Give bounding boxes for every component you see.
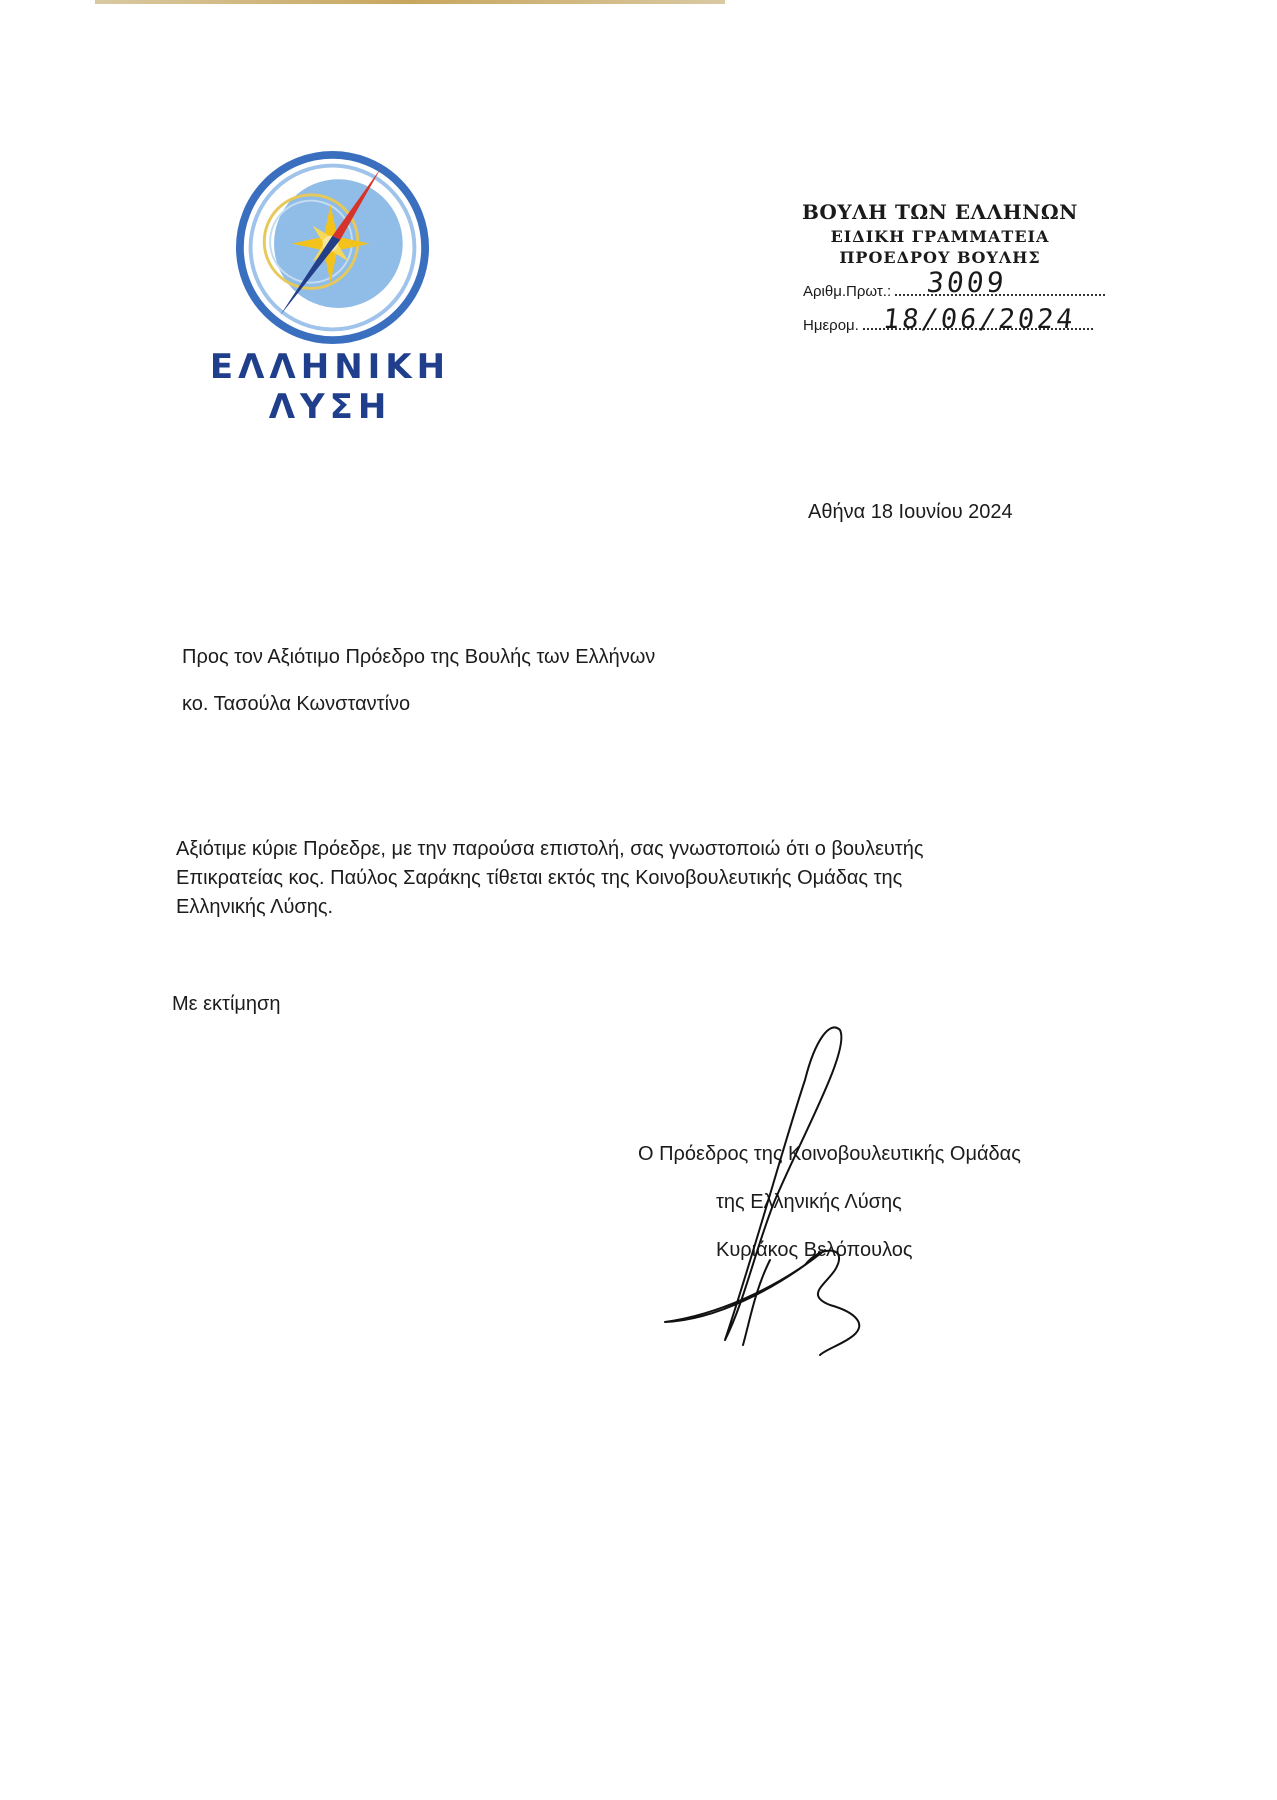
letter-date: Αθήνα 18 Ιουνίου 2024 [808,501,1013,523]
letter-closing: Με εκτίμηση [172,993,281,1015]
handwritten-signature-icon [655,1020,945,1360]
page-edge-strip [95,0,725,4]
body-line-3: Ελληνικής Λύσης. [176,896,334,918]
recipient-line-1: Προς τον Αξιότιμο Πρόεδρο της Βουλής των Ελλήνων [182,646,656,668]
stamp-date-value: 18/06/2024 [881,304,1078,335]
stamp-date-label: Ημερομ. [803,317,859,334]
logo-text-line2: ΛΥΣΗ [268,387,392,427]
stamp-protocol-value: 3009 [925,266,1009,299]
parliament-protocol-stamp [795,200,1125,360]
body-line-1: Αξιότιμε κύριε Πρόεδρε, με την παρούσα επιστολή, σας γνωστοποιώ ότι ο βουλευτής [176,838,924,860]
compass-logo-icon [235,150,430,345]
recipient-line-2: κο. Τασούλα Κωνσταντίνο [182,693,411,715]
stamp-protocol-label: Αριθμ.Πρωτ.: [803,283,892,300]
signatory-name: Κυριάκος Βελόπουλος [716,1239,913,1261]
stamp-line-secretariat: ΕΙΔΙΚΗ ΓΡΑΜΜΑΤΕΙΑ [830,227,1050,246]
body-line-2: Επικρατείας κος. Παύλος Σαράκης τίθεται εκτός της Κοινοβουλευτικής Ομάδας της [176,867,903,889]
letter-body [176,835,1036,922]
signatory-title-line-2: της Ελληνικής Λύσης [716,1191,902,1213]
party-logo [195,150,465,430]
logo-text-line1: ΕΛΛΗΝΙΚΗ [209,347,451,387]
stamp-line-president: ΠΡΟΕΔΡΟΥ ΒΟΥΛΗΣ [839,248,1041,267]
signatory-title-line-1: Ο Πρόεδρος της Κοινοβουλευτικής Ομάδας [638,1143,1021,1165]
stamp-title: ΒΟΥΛΗ ΤΩΝ ΕΛΛΗΝΩΝ [802,200,1078,224]
